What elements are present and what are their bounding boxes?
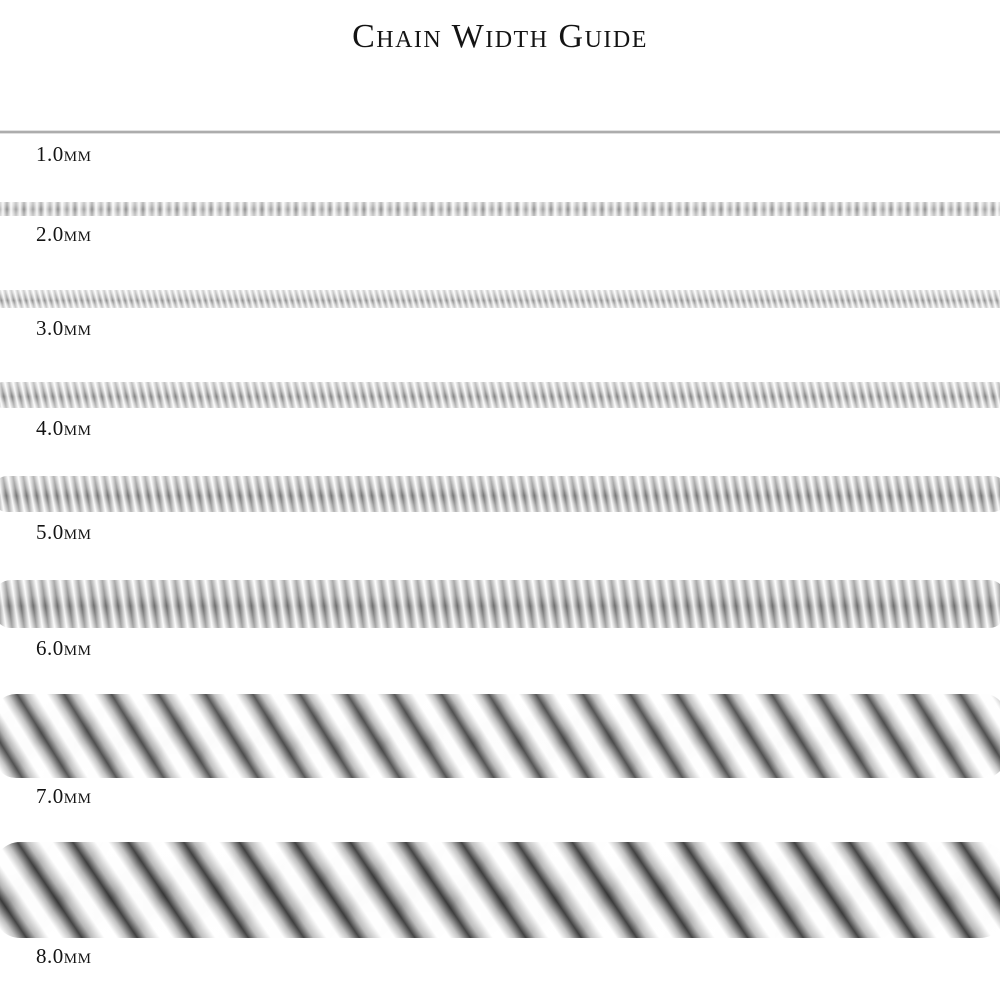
page-title: Chain Width Guide (352, 18, 648, 55)
snake-chain-graphic (0, 476, 1000, 512)
chain-row (0, 192, 1000, 284)
chain-row (0, 380, 1000, 476)
chain-row (0, 476, 1000, 580)
chain-row (0, 100, 1000, 192)
chain-width-label: 3.0mm (36, 316, 92, 340)
chain-width-label: 6.0mm (36, 636, 92, 660)
snake-chain-graphic (0, 290, 1000, 308)
chain-width-label: 7.0mm (36, 784, 92, 808)
chain-width-label: 4.0mm (36, 416, 92, 440)
box-chain-graphic (0, 202, 1000, 216)
chain-row (0, 580, 1000, 694)
chain-width-label: 8.0mm (36, 944, 92, 968)
rope-chain-graphic (0, 842, 1000, 938)
fine-cable-chain-graphic (0, 130, 1000, 134)
snake-chain-graphic (0, 382, 1000, 408)
snake-chain-graphic (0, 580, 1000, 628)
chain-width-label: 1.0mm (36, 142, 92, 166)
chain-row (0, 694, 1000, 842)
chain-width-label: 2.0mm (36, 222, 92, 246)
chain-row (0, 284, 1000, 380)
chain-row (0, 842, 1000, 992)
rope-chain-graphic (0, 694, 1000, 778)
chain-width-label: 5.0mm (36, 520, 92, 544)
chain-sample-list (0, 100, 1000, 992)
